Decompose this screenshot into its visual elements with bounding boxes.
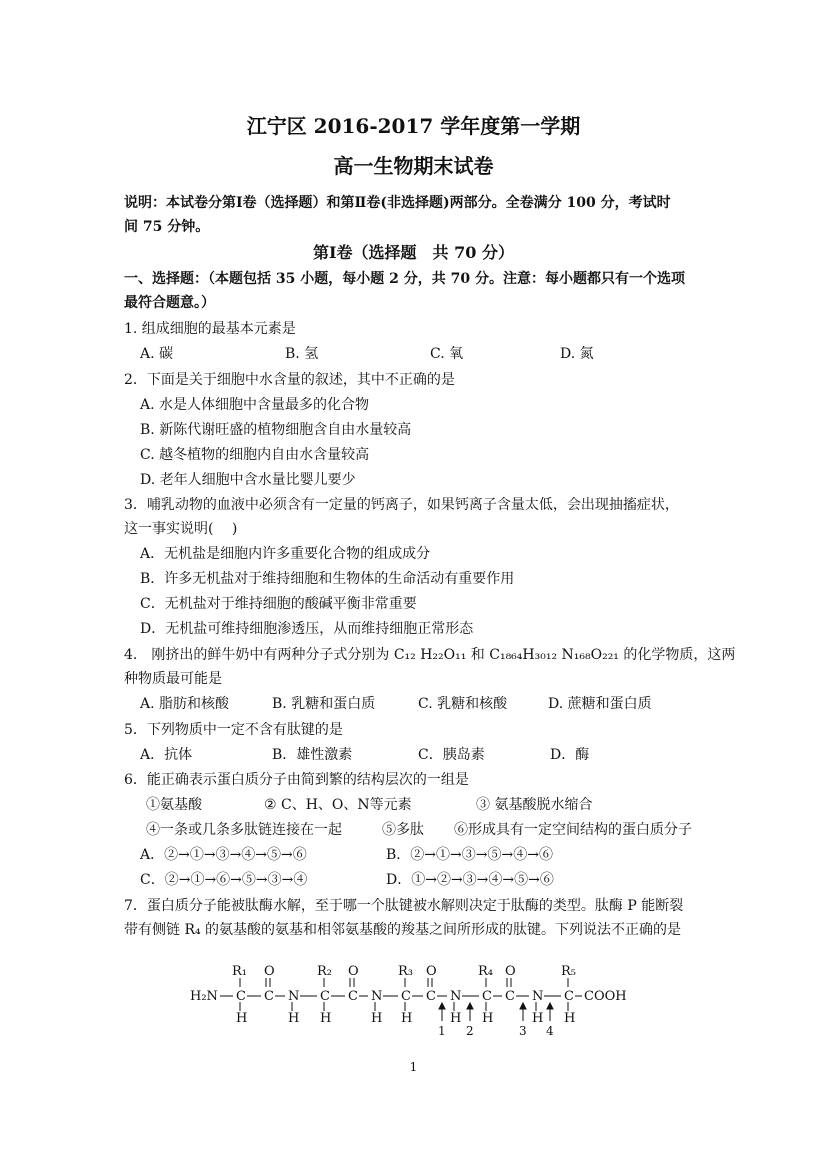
diagram-h: H (371, 1011, 383, 1026)
q6-option-a: A．②→①→③→④→⑤→⑥ (140, 847, 307, 863)
q4-stem-mid: 和 (466, 647, 490, 663)
q4-formula-lactose: C₁₂ H₂₂O₁₁ (393, 647, 467, 663)
diagram-n: N (288, 989, 300, 1004)
q4-stem-pre: 4. 刚挤出的鲜牛奶中有两种分子式分别为 (124, 647, 394, 663)
diagram-alpha-carbon: C (236, 989, 246, 1004)
q5-stem: 5．下列物质中一定不含有肽键的是 (124, 722, 343, 738)
q7-stem-line2: 带有侧链 R₄ 的氨基酸的氨基和相邻氨基酸的羧基之间所形成的肽键。下列说法不正确的是 (124, 922, 682, 938)
q7-stem-line1: 7．蛋白质分子能被肽酶水解，至于哪一个肽键被水解则决定于肽酶的类型。肽酶 P 能断裂 (124, 898, 684, 914)
diagram-o: O (426, 964, 437, 979)
q6-option-c: C．②→①→⑥→⑤→③→④ (140, 872, 308, 888)
diagram-alpha-carbon: C (482, 989, 492, 1004)
diagram-o: O (264, 964, 275, 979)
diagram-h: H (236, 1011, 248, 1026)
q4-stem-line2: 种物质最可能是 (124, 671, 222, 687)
diagram-h: H (532, 1011, 544, 1026)
diagram-amino-terminus: H₂N (190, 989, 218, 1004)
q2-stem: 2．下面是关于细胞中水含量的叙述，其中不正确的是 (124, 372, 455, 388)
diagram-alpha-carbon: C (320, 989, 330, 1004)
q1-option-b: B. 氢 (285, 346, 319, 362)
diagram-arrow-1: 1 (438, 1024, 446, 1038)
q5-option-d: D．酶 (550, 747, 590, 763)
q4-option-b: B. 乳糖和蛋白质 (272, 696, 376, 712)
q3-option-b: B．许多无机盐对于维持细胞和生物体的生命活动有重要作用 (140, 571, 515, 587)
diagram-arrow-3: 3 (519, 1024, 527, 1038)
diagram-r2: R₂ (317, 964, 332, 979)
q3-stem-line2: 这一事实说明( ) (124, 521, 238, 537)
diagram-o: O (505, 964, 516, 979)
diagram-arrow-4: 4 (546, 1024, 554, 1038)
peptide-chain-diagram (180, 955, 650, 1045)
q6-item-3: ③ 氨基酸脱水缩合 (476, 797, 593, 813)
q3-option-a: A．无机盐是细胞内许多重要化合物的组成成分 (140, 546, 431, 562)
q3-option-c: C．无机盐对于维持细胞的酸碱平衡非常重要 (140, 596, 417, 612)
q3-stem-line1: 3．哺乳动物的血液中必须含有一定量的钙离子，如果钙离子含量太低，会出现抽搐症状， (124, 497, 679, 513)
q4-stem-line1 (124, 644, 736, 664)
instructions-line2: 间 75 分钟。 (124, 219, 210, 235)
q5-option-b: B．雄性激素 (272, 747, 353, 763)
q4-formula-protein: C₁₈₆₄H₃₀₁₂ N₁₆₈O₂₂₁ (489, 647, 619, 663)
instructions-line1: 说明：本试卷分第Ⅰ卷（选择题）和第Ⅱ卷(非选择题)两部分。全卷满分 100 分，考试时 (124, 195, 671, 211)
q6-item-6: ⑥形成具有一定空间结构的蛋白质分子 (454, 822, 692, 838)
diagram-r3: R₃ (398, 964, 413, 979)
diagram-r1: R₁ (232, 964, 247, 979)
q6-item-1: ①氨基酸 (146, 797, 202, 813)
q3-option-d: D．无机盐可维持细胞渗透压，从而维持细胞正常形态 (140, 621, 474, 637)
q4-option-c: C. 乳糖和核酸 (418, 696, 508, 712)
page-number: 1 (409, 1060, 418, 1074)
diagram-o: O (348, 964, 359, 979)
q2-option-a: A. 水是人体细胞中含量最多的化合物 (140, 397, 370, 413)
diagram-h: H (320, 1011, 332, 1026)
exam-title-line2: 高一生物期末试卷 (333, 154, 494, 178)
diagram-n: N (450, 989, 462, 1004)
diagram-carbonyl-carbon: C (426, 989, 436, 1004)
diagram-n: N (532, 989, 544, 1004)
diagram-carbonyl-carbon: C (505, 989, 515, 1004)
q2-option-c: C. 越冬植物的细胞内自由水含量较高 (140, 447, 370, 463)
q1-option-c: C. 氧 (430, 346, 464, 362)
section-title: 第Ⅰ卷（选择题 共 70 分） (313, 243, 514, 262)
q6-item-4: ④一条或几条多肽链连接在一起 (146, 822, 342, 838)
diagram-h: H (482, 1011, 494, 1026)
q2-option-b: B. 新陈代谢旺盛的植物细胞含自由水量较高 (140, 422, 412, 438)
diagram-h: H (564, 1011, 576, 1026)
diagram-alpha-carbon: C (401, 989, 411, 1004)
q4-option-a: A. 脂肪和核酸 (140, 696, 230, 712)
diagram-h: H (450, 1011, 462, 1026)
exam-title-line1: 江宁区 2016-2017 学年度第一学期 (246, 114, 581, 138)
diagram-r4: R₄ (478, 964, 493, 979)
diagram-n: N (371, 989, 383, 1004)
q1-option-a: A. 碳 (140, 346, 174, 362)
q6-option-b: B．②→①→③→⑤→④→⑥ (386, 847, 553, 863)
q4-stem-post: 的化学物质，这两 (618, 647, 736, 663)
diagram-h: H (288, 1011, 300, 1026)
q5-option-a: A．抗体 (140, 747, 193, 763)
q2-option-d: D. 老年人细胞中含水量比婴儿要少 (140, 472, 356, 488)
diagram-carboxyl-terminus: COOH (584, 989, 627, 1004)
diagram-carbonyl-carbon: C (264, 989, 274, 1004)
q1-stem: 1. 组成细胞的最基本元素是 (124, 321, 296, 337)
section-intro-line1: 一、选择题：（本题包括 35 小题，每小题 2 分，共 70 分。注意：每小题都只有一个选项 (124, 271, 685, 287)
diagram-carbonyl-carbon: C (348, 989, 358, 1004)
diagram-r5: R₅ (561, 964, 576, 979)
q6-item-5: ⑤多肽 (382, 822, 424, 838)
q5-option-c: C．胰岛素 (418, 747, 485, 763)
q6-stem: 6．能正确表示蛋白质分子由简到繁的结构层次的一组是 (124, 772, 469, 788)
q6-item-2: ② C、H、O、N等元素 (264, 797, 412, 813)
diagram-arrow-2: 2 (466, 1024, 474, 1038)
section-intro-line2: 最符合题意。） (124, 295, 215, 311)
q1-option-d: D. 氮 (560, 346, 594, 362)
q4-option-d: D. 蔗糖和蛋白质 (548, 696, 652, 712)
q6-option-d: D．①→②→③→④→⑤→⑥ (386, 872, 554, 888)
diagram-h: H (401, 1011, 413, 1026)
diagram-alpha-carbon: C (564, 989, 574, 1004)
